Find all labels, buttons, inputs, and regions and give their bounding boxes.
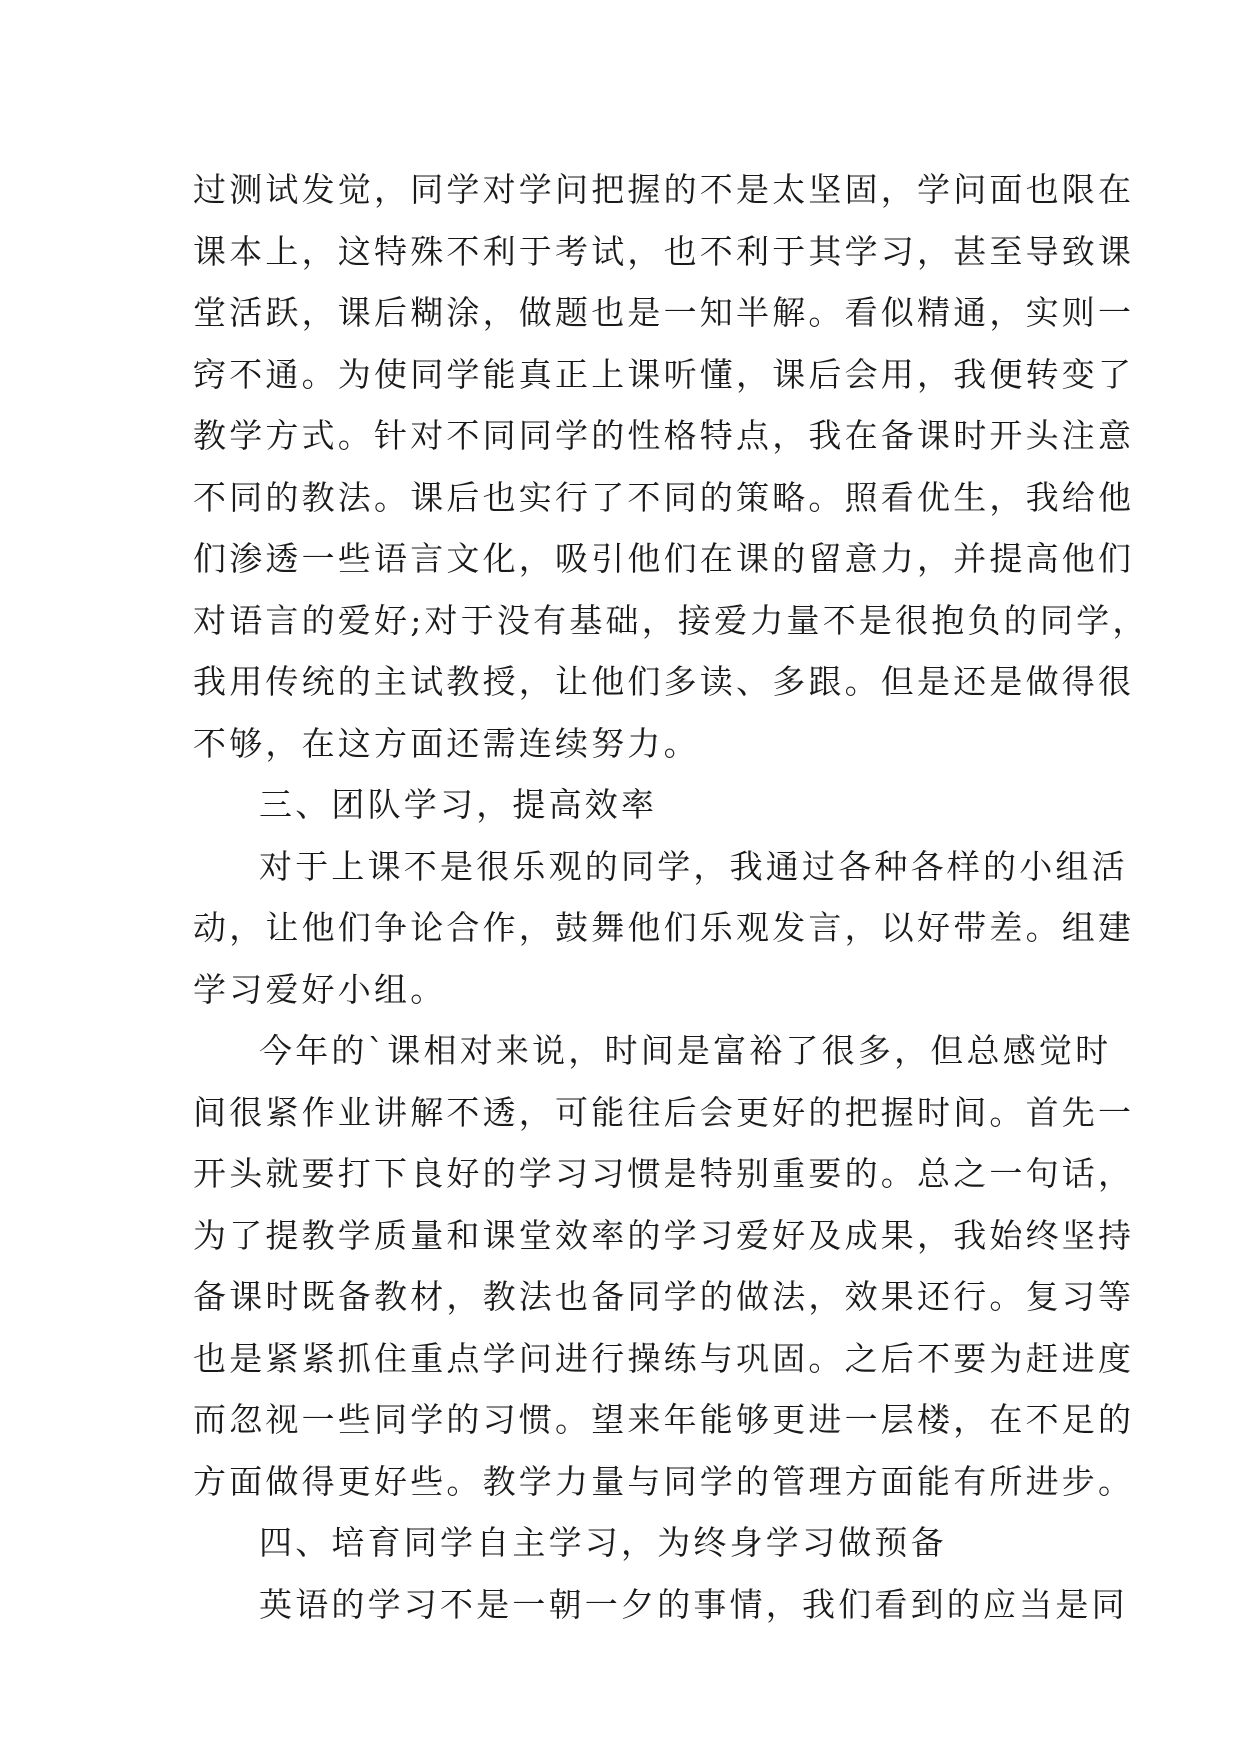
text-line: 也是紧紧抓住重点学问进行操练与巩固。之后不要为赶进度 xyxy=(193,1338,1135,1378)
text-line: 们渗透一些语言文化，吸引他们在课的留意力，并提高他们 xyxy=(193,539,1135,578)
text-line: 为了提教学质量和课堂效率的学习爱好及成果，我始终坚持 xyxy=(193,1215,1135,1255)
section-heading: 四、培育同学自主学习，为终身学习做预备 xyxy=(259,1523,947,1562)
text-line: 不够，在这方面还需连续努力。 xyxy=(193,723,700,763)
text-line: 动，让他们争论合作，鼓舞他们乐观发言，以好带差。组建 xyxy=(193,908,1135,947)
text-line: 我用传统的主试教授，让他们多读、多跟。但是还是做得很 xyxy=(193,662,1135,701)
text-line: 对于上课不是很乐观的同学，我通过各种各样的小组活 xyxy=(259,846,1128,886)
text-line: 教学方式。针对不同同学的性格特点，我在备课时开头注意 xyxy=(193,416,1135,455)
text-line: 对语言的爱好;对于没有基础，接爱力量不是很抱负的同学， xyxy=(193,600,1149,640)
text-line: 间很紧作业讲解不透，可能往后会更好的把握时间。首先一 xyxy=(193,1092,1135,1132)
section-heading: 三、团队学习，提高效率 xyxy=(259,785,658,824)
text-line: 英语的学习不是一朝一夕的事情，我们看到的应当是同 xyxy=(259,1584,1128,1624)
text-line: 堂活跃，课后糊涂，做题也是一知半解。看似精通，实则一 xyxy=(193,293,1135,332)
body-text xyxy=(193,159,1149,1635)
text-line: 今年的`课相对来说，时间是富裕了很多，但总感觉时 xyxy=(259,1031,1112,1070)
text-line: 备课时既备教材，教法也备同学的做法，效果还行。复习等 xyxy=(193,1277,1135,1316)
text-line: 过测试发觉，同学对学问把握的不是太坚固，学问面也限在 xyxy=(193,170,1135,209)
text-line: 开头就要打下良好的学习习惯是特别重要的。总之一句话， xyxy=(193,1154,1135,1193)
text-line: 学习爱好小组。 xyxy=(193,969,447,1009)
text-line: 方面做得更好些。教学力量与同学的管理方面能有所进步。 xyxy=(193,1461,1135,1501)
text-line: 不同的教法。课后也实行了不同的策略。照看优生，我给他 xyxy=(193,477,1135,517)
text-line: 窍不通。为使同学能真正上课听懂，课后会用，我便转变了 xyxy=(193,354,1135,394)
text-line: 而忽视一些同学的习惯。望来年能够更进一层楼，在不足的 xyxy=(193,1400,1135,1439)
text-line: 课本上，这特殊不利于考试，也不利于其学习，甚至导致课 xyxy=(193,231,1135,271)
